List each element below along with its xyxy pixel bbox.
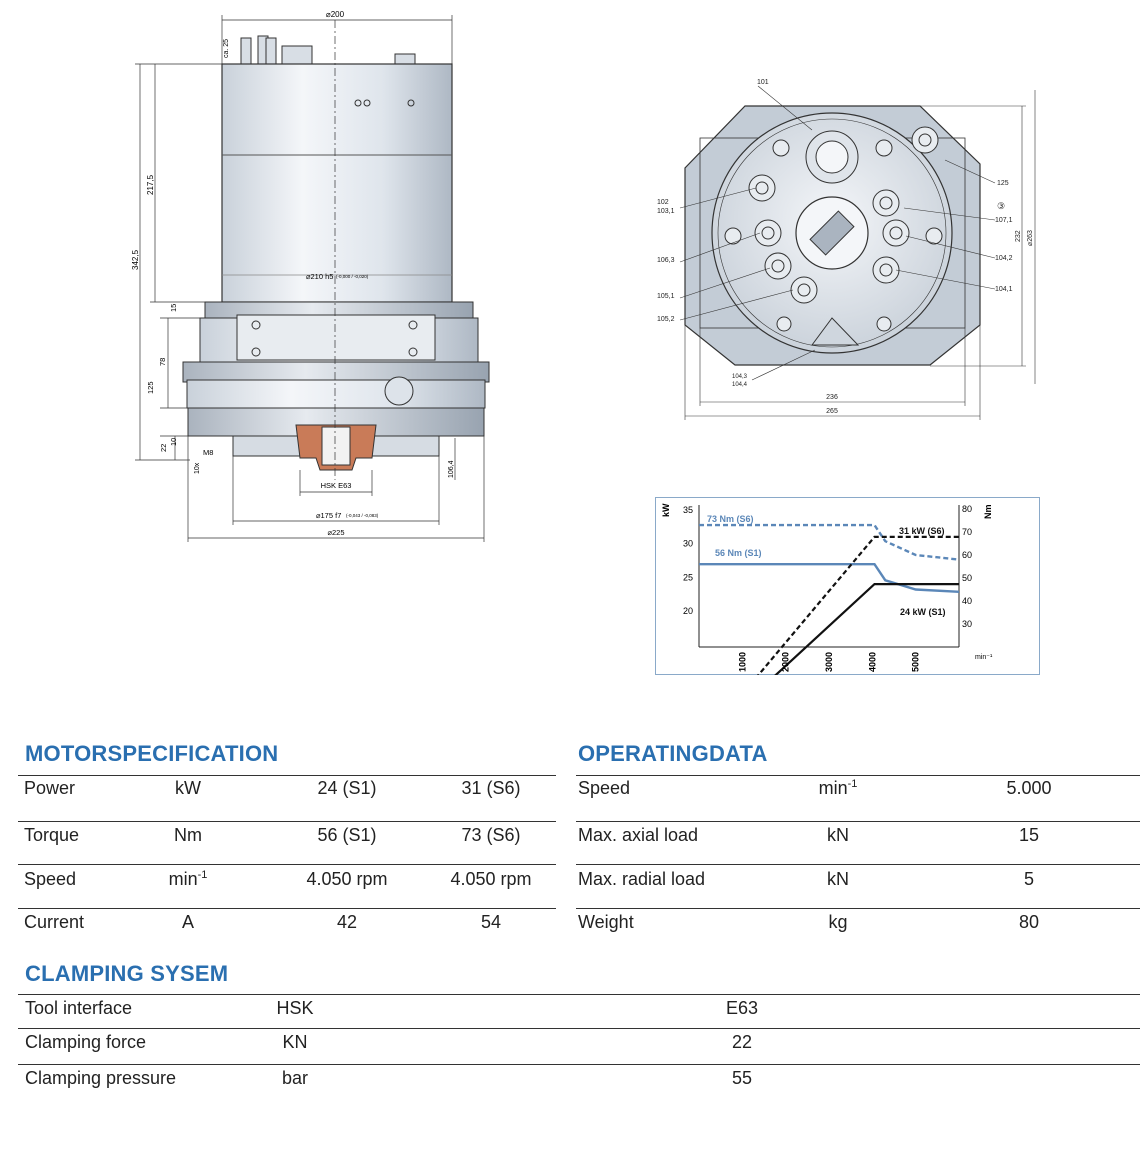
x-tick-label: 3000 [824,651,834,672]
op-row-unit-text: kN [827,869,849,889]
dim-263: ⌀263 [1027,230,1034,246]
motor-row-value-1-text: 4.050 rpm [306,869,388,889]
connector-shape [241,38,251,64]
motor-row-label-text: Current [24,912,85,932]
dim-h22: 22 [159,443,168,452]
dim-m8: M8 [203,448,214,457]
y-right-tick-label: 50 [962,573,973,583]
x-tick-label: 2000 [780,651,791,672]
dim-h10x: 10x [194,462,201,474]
motor-row-value-1 [337,912,357,933]
op-row-unit [827,825,849,846]
op-row-value-text: 5 [1023,869,1035,889]
clamp-row-unit-text: bar [281,1068,309,1088]
divider [576,821,1140,822]
connector-shape [266,38,276,64]
label-1052: 105,2 [657,316,675,323]
dim-hsk: HSK E63 [320,481,352,490]
motor-row-label [24,869,76,890]
y-left-tick-label: 35 [682,505,693,515]
motor-row-value-1-text: 56 (S1) [317,825,377,845]
dim-top-diameter: ⌀200 [325,10,345,19]
clamp-row-value [726,998,758,1019]
label-1043: 104,3 [732,374,748,380]
divider [18,864,556,865]
y-right-tick-label: 80 [962,504,973,514]
operating-data-title: OPERATINGDATA [578,741,768,766]
dim-h125: 125 [146,381,155,394]
divider [576,908,1140,909]
op-row-unit [819,778,858,799]
motor-row-label [24,778,75,799]
motor-row-unit-text: A [181,912,195,932]
motor-row-unit-text: min [168,869,198,889]
dim-height-342: 342,5 [131,249,140,270]
motor-row-label-text: Power [24,778,76,798]
motor-row-label [24,912,84,933]
op-row-unit-text: kN [827,825,849,845]
motor-spec-title: MOTORSPECIFICATION [25,741,279,766]
op-row-label [578,778,630,799]
y-right-tick-label: 60 [962,550,973,560]
dim-h10: 10 [169,437,178,446]
label-1063: 106,3 [657,257,675,264]
clamp-row-value [732,1032,752,1053]
series-label: 24 kW (S1) [900,607,946,617]
op-row-value [1006,778,1051,799]
label-1041: 104,1 [995,286,1013,293]
op-row-unit [828,912,847,933]
motor-row-value-1 [317,778,376,799]
motor-row-value-2-text: 73 (S6) [461,825,521,845]
motor-row-unit [169,869,208,890]
dim-h106: 106,4 [448,460,455,478]
label-101: 101 [757,79,769,86]
op-row-value [1019,825,1039,846]
op-row-unit-text: min [818,778,848,798]
label-1042: 104,2 [995,255,1013,262]
lower-ring [183,362,489,382]
op-row-value-text: 15 [1018,825,1040,845]
divider [576,775,1140,776]
y-left-tick-label: 20 [682,606,693,616]
dim-232: 232 [1015,230,1022,242]
motor-row-unit-text: Nm [174,825,202,845]
motor-row-label-text: Speed [24,869,77,889]
clamp-row-unit [282,1032,307,1053]
op-row-unit-sup: -1 [847,778,858,790]
motor-row-value-2 [461,778,520,799]
label-1031: 103,1 [657,208,675,215]
y-right-axis-label: Nm [983,504,993,519]
y-right-tick-label: 30 [962,619,973,629]
clamp-row-value-text: E63 [725,998,759,1018]
clamp-row-unit-text: HSK [276,998,314,1018]
clamp-row-unit [276,998,313,1019]
clamp-row-value-text: 55 [731,1068,753,1088]
divider [18,775,556,776]
op-row-label [578,912,634,933]
dim-d175: ⌀175 f7 [316,511,342,520]
divider [18,994,1140,995]
series-label: 31 kW (S6) [899,526,945,536]
dim-d225: ⌀225 [327,528,345,537]
op-row-value [1024,869,1034,890]
motor-row-label [24,825,79,846]
front-view-drawing [640,70,1060,430]
label-1044: 104,4 [732,382,748,388]
motor-row-value-2-text: 4.050 rpm [450,869,532,889]
y-left-tick-label: 25 [682,572,693,583]
clamp-row-value-text: 22 [731,1032,753,1052]
op-row-label [578,825,698,846]
clamp-row-label [25,1068,176,1089]
dim-height-217: 217,5 [146,174,155,195]
divider [18,1064,1140,1065]
x-tick-label: 4000 [867,651,878,672]
op-row-label-text: Weight [578,912,634,932]
x-tick-label: 5000 [910,651,921,672]
motor-row-value-1 [317,825,376,846]
motor-row-unit [182,912,194,933]
clamp-row-label [25,1032,146,1053]
label-3: ③ [997,201,1006,211]
op-row-label-text: Max. radial load [578,869,706,889]
motor-row-unit [175,778,201,799]
op-row-value-text: 5.000 [1006,778,1052,798]
divider [576,864,1140,865]
dim-h15: 15 [169,303,178,312]
motor-row-value-2 [450,869,531,890]
op-row-value [1019,912,1039,933]
motor-row-label-text: Torque [24,825,80,845]
y-left-axis-label: kW [661,503,671,517]
clamping-title: CLAMPING SYSEM [25,961,229,986]
motor-row-value-1-text: 42 [336,912,358,932]
op-row-label-text: Speed [578,778,631,798]
base-ring [187,380,485,408]
label-1071: 107,1 [995,217,1013,224]
motor-row-value-1 [306,869,387,890]
dim-236: 236 [826,394,838,401]
y-right-tick-label: 40 [962,596,973,606]
label-125: 125 [997,180,1009,187]
y-right-tick-label: 70 [962,527,973,537]
dim-ca: ca. 25 [223,38,230,58]
clamp-row-label-text: Clamping pressure [25,1068,177,1088]
clamp-row-label [25,998,132,1019]
x-axis-unit: min⁻¹ [975,654,993,661]
series-label: 56 Nm (S1) [715,548,762,558]
connector-shape [282,46,312,64]
series-label: 73 Nm (S6) [707,514,754,524]
y-left-tick-label: 30 [682,538,693,549]
op-row-unit-text: kg [828,912,848,932]
dim-h78: 78 [158,357,167,366]
motor-row-value-2 [481,912,501,933]
motor-row-unit-text: kW [175,778,201,798]
motor-row-unit [174,825,202,846]
op-row-label-text: Max. axial load [578,825,699,845]
dim-d210-tol: (-0,000 / -0,020) [336,274,369,279]
motor-row-unit-sup: -1 [197,869,208,881]
motor-row-value-2 [461,825,520,846]
x-tick-label: 1000 [737,651,748,672]
connector-shape [395,54,415,64]
label-102: 102 [657,199,669,206]
op-row-unit [827,869,849,890]
motor-row-value-2-text: 54 [480,912,502,932]
divider [18,908,556,909]
motor-housing [222,64,452,302]
dim-d175-tol: (-0,043 / -0,083) [346,513,379,518]
clamp-row-label-text: Tool interface [25,998,133,1018]
performance-chart [655,497,1040,675]
dim-265: 265 [826,408,838,415]
side-view-drawing [0,0,560,560]
clamp-row-unit-text: KN [282,1032,308,1052]
motor-row-value-1-text: 24 (S1) [317,778,377,798]
clamp-row-unit [282,1068,308,1089]
clamp-row-value [732,1068,752,1089]
divider [18,1028,1140,1029]
label-1051: 105,1 [657,293,675,300]
dim-d210: ⌀210 h5 [306,272,334,281]
divider [18,821,556,822]
op-row-label [578,869,705,890]
op-row-value-text: 80 [1018,912,1040,932]
motor-row-value-2-text: 31 (S6) [461,778,521,798]
clamp-row-label-text: Clamping force [25,1032,147,1052]
